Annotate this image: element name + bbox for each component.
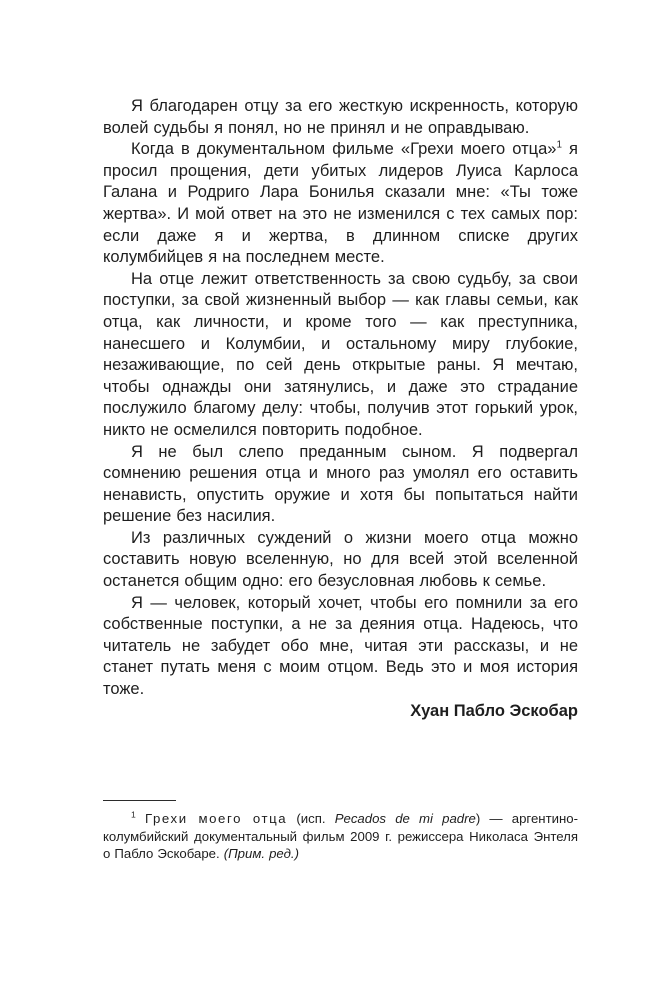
paragraph-text: я просил прощения, дети убитых лидеров Луиса Карлоса Галана и Родриго Лара Бонилья сказали мне: «Ты тоже жертва». И мой ответ на это не изменился с тех самых пор: если даже я и жертва, в длинном списке других колумбийцев я на последнем месте. (103, 140, 578, 267)
paragraph: Из различных суждений о жизни моего отца можно составить новую вселенную, но для всей этой вселенной останется общим одно: его безусловная любовь к семье. (103, 528, 578, 591)
footnote-original-title: Pecados de mi padre (334, 811, 476, 826)
footnote-block (103, 800, 578, 863)
paragraph: На отце лежит ответственность за свою судьбу, за свои поступки, за свой жизненный выбор — как главы семьи, как отца, как личности, и кроме того — как преступника, нанесшего и Колумбии, и остальному миру глубокие, незаживающие, по сей день открытые раны. Я мечтаю, чтобы однажды они затянулись, и даже это страдание послужило благому делу: чтобы, получив этот горький урок, никто не осмелился повторить подобное. (103, 269, 578, 439)
footnote-reference-marker: 1 (556, 139, 562, 151)
footnote-text-segment: ) — аргентино-колумбийский документальный фильм 2009 г. режиссера Николаса Энтеля о Пабло Эскобаре. (103, 811, 578, 862)
footnote-text-segment: (исп. (287, 811, 335, 826)
paragraph: Я — человек, который хочет, чтобы его помнили за его собственные поступки, а не за деяния отца. Надеюсь, что читатель не забудет обо мне, читая эти рассказы, и не станет путать меня с моим отцом. Ведь это и моя история тоже. (103, 593, 578, 699)
author-signature: Хуан Пабло Эскобар (410, 701, 578, 720)
footnote-divider (103, 800, 176, 801)
paragraph-text: Когда в документальном фильме «Грехи моего отца» (131, 140, 557, 159)
paragraph: Я благодарен отцу за его жесткую искренность, которую волей судьбы я понял, но не принял и не оправдываю. (103, 97, 578, 137)
footnote-film-title: Грехи моего отца (144, 811, 288, 826)
footnote-text (103, 810, 578, 863)
paragraph: Я не был слепо преданным сыном. Я подвергал сомнению решения отца и много раз умолял его оставить ненависть, опустить оружие и хотя бы попытаться найти решение без насилия. (103, 442, 578, 526)
footnote-editor-note: (Прим. ред.) (223, 846, 299, 862)
paragraph (103, 139, 578, 269)
body-text (103, 96, 578, 722)
footnote-marker: 1 (131, 809, 136, 820)
